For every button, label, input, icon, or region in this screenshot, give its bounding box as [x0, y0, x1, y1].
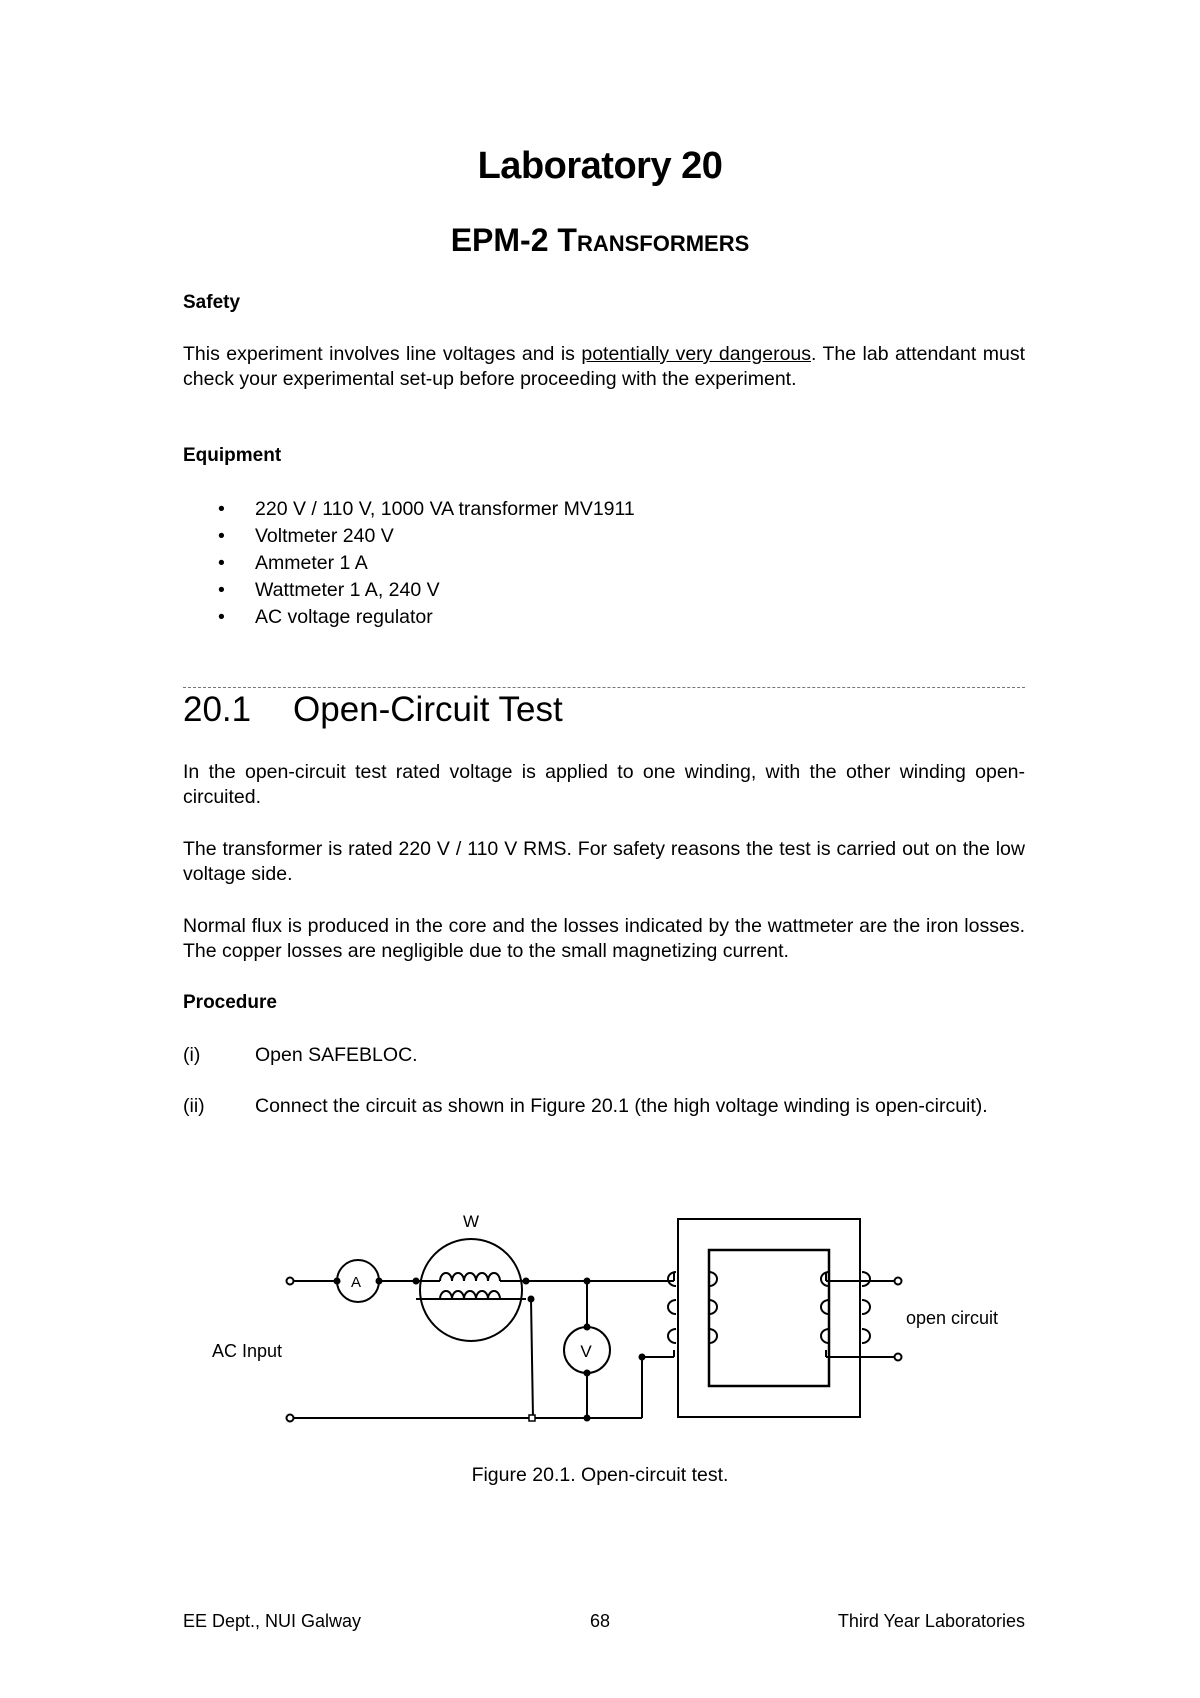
bullet-icon: • — [218, 552, 225, 574]
lab-title: Laboratory 20 — [477, 145, 723, 187]
list-item: • Ammeter 1 A — [183, 550, 1025, 577]
footer-left: EE Dept., NUI Galway — [183, 1611, 362, 1631]
wattmeter-icon — [416, 1239, 526, 1341]
page-number: 68 — [589, 1611, 611, 1631]
list-item: • AC voltage regulator — [183, 604, 1025, 631]
safety-text-before: This experiment involves line voltages and is — [183, 343, 582, 365]
footer-right: Third Year Laboratories — [837, 1611, 1025, 1631]
ac-input-label: AC Input — [212, 1341, 283, 1361]
list-item: • 220 V / 110 V, 1000 VA transformer MV1911 — [183, 496, 1025, 523]
section-paragraph-2: The transformer is rated 220 V / 110 V RMS. For safety reasons the test is carried out on the low voltage side. — [183, 838, 1025, 885]
subtitle-prefix: EPM-2 — [450, 222, 558, 258]
procedure-heading: Procedure — [183, 992, 277, 1013]
section-paragraph-3: Normal flux is produced in the core and the losses indicated by the wattmeter are the iron losses. The copper losses are negligible due to the small magnetizing current. — [183, 915, 1025, 962]
bullet-icon: • — [218, 579, 225, 601]
safety-warning-underlined: potentially very dangerous — [581, 343, 812, 365]
terminal-icon — [287, 1278, 902, 1422]
wattmeter-label: W — [462, 1212, 480, 1231]
section-title-text: Open-Circuit Test — [293, 690, 563, 729]
figure-caption: Figure 20.1. Open-circuit test. — [471, 1464, 729, 1486]
section-paragraph-1: In the open-circuit test rated voltage is applied to one winding, with the other winding open-circuited. — [183, 761, 1025, 808]
list-item: • Voltmeter 240 V — [183, 523, 1025, 550]
bullet-icon: • — [218, 498, 225, 520]
step-text: Connect the circuit as shown in Figure 20.1 (the high voltage winding is open-circuit). — [255, 1095, 988, 1117]
ammeter-label: A — [350, 1274, 362, 1291]
safety-text-after: . The lab attendant must check your experimental set-up before proceeding with the experiment. — [183, 343, 1025, 390]
step-label: (i) — [183, 1044, 201, 1066]
bullet-icon: • — [218, 606, 225, 628]
subtitle-smallcaps: Transformers — [557, 222, 750, 258]
section-number: 20.1 — [183, 690, 252, 729]
equipment-heading: Equipment — [183, 445, 282, 466]
open-circuit-label: open circuit — [906, 1308, 999, 1328]
voltmeter-label: V — [580, 1342, 592, 1361]
bullet-icon: • — [218, 525, 225, 547]
step-label: (ii) — [183, 1095, 205, 1117]
safety-heading: Safety — [183, 292, 241, 313]
list-item: • Wattmeter 1 A, 240 V — [183, 577, 1025, 604]
step-text: Open SAFEBLOC. — [255, 1044, 418, 1066]
